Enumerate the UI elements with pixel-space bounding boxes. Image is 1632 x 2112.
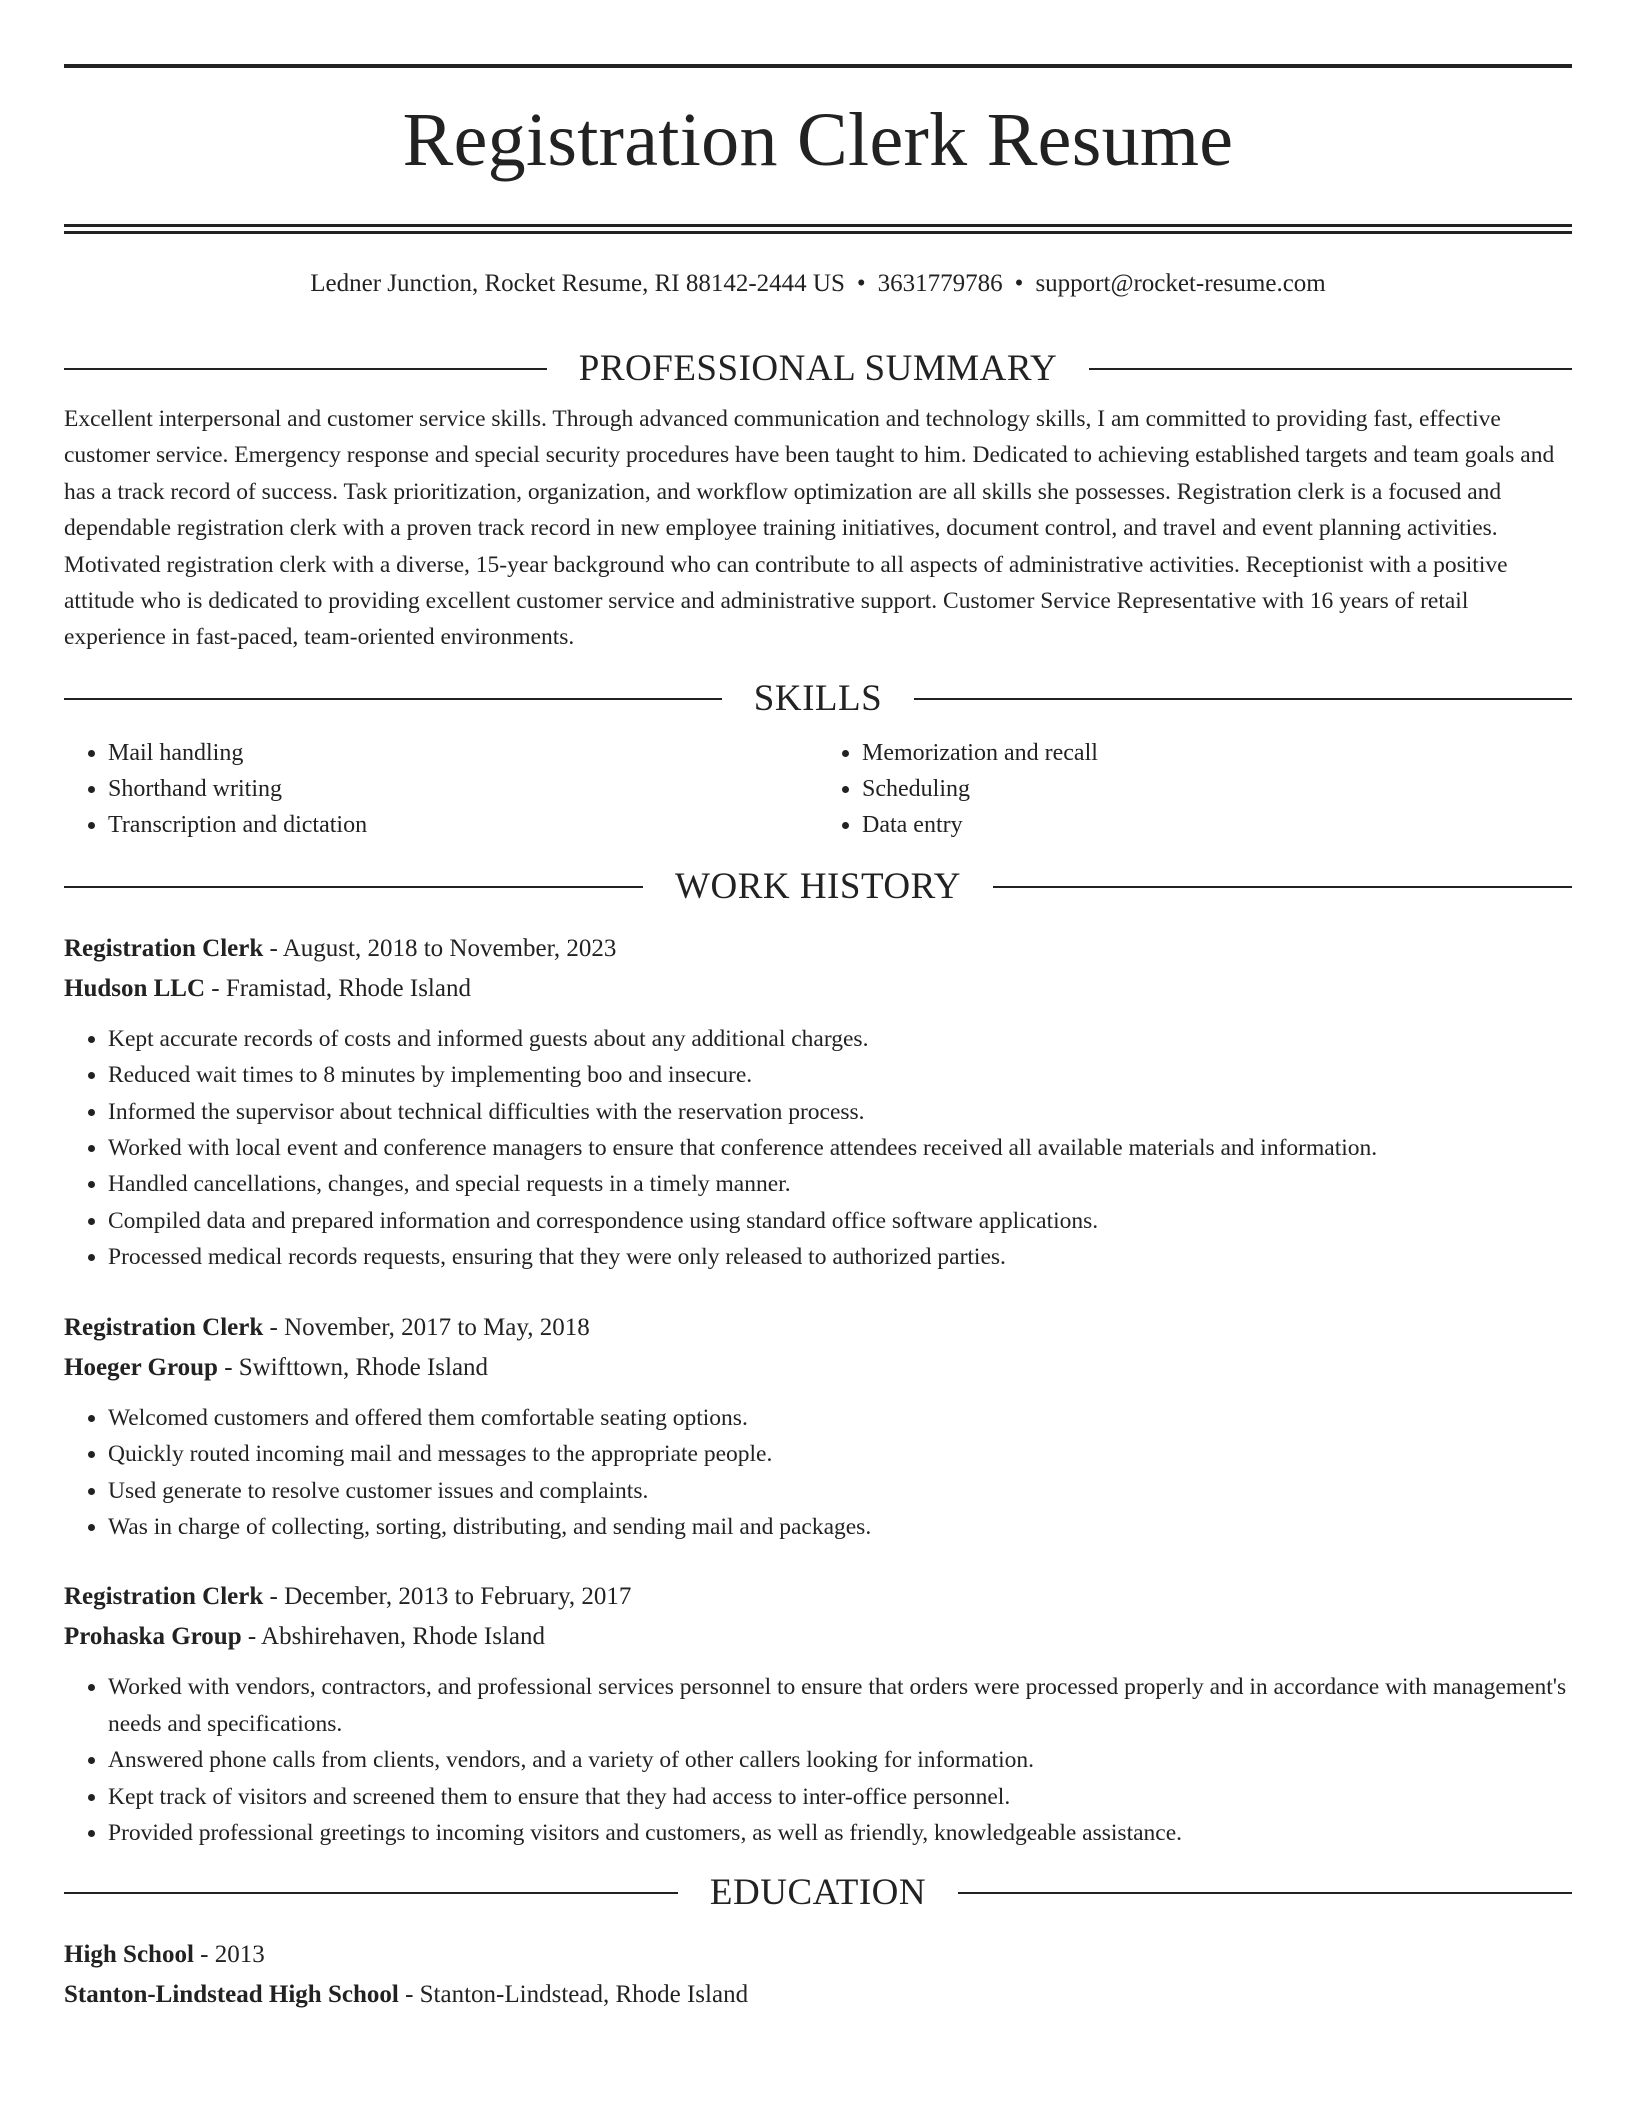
skill-item: • Scheduling bbox=[862, 771, 1572, 807]
contact-phone: 3631779786 bbox=[877, 270, 1003, 297]
resume-title: Registration Clerk Resume bbox=[402, 98, 1234, 182]
job-dates: - December, 2013 to February, 2017 bbox=[263, 1583, 632, 1611]
job-company: Hudson LLC bbox=[64, 974, 206, 1002]
education-degree-line bbox=[64, 1935, 1572, 1975]
job-bullet: • Was in charge of collecting, sorting, distributing, and sending mail and packages. bbox=[108, 1509, 1572, 1545]
heading-rule bbox=[64, 886, 643, 888]
work-heading-label: WORK HISTORY bbox=[675, 865, 961, 907]
contact-separator: • bbox=[1014, 270, 1024, 297]
title-double-rule bbox=[64, 224, 1572, 234]
job-dates: - August, 2018 to November, 2023 bbox=[263, 934, 617, 962]
job-bullet: • Informed the supervisor about technical difficulties with the reservation process. bbox=[108, 1094, 1572, 1130]
job-company-line bbox=[64, 969, 1572, 1009]
education-location: - Stanton-Lindstead, Rhode Island bbox=[398, 1981, 749, 2009]
skill-item: • Shorthand writing bbox=[108, 771, 818, 807]
skills-list bbox=[64, 735, 1572, 843]
job-title: Registration Clerk bbox=[64, 1583, 264, 1611]
job-company: Prohaska Group bbox=[64, 1623, 242, 1651]
job-entry bbox=[64, 1577, 1572, 1851]
education-year: - 2013 bbox=[193, 1941, 265, 1969]
job-title: Registration Clerk bbox=[64, 934, 264, 962]
skills-column-right bbox=[818, 735, 1572, 843]
skill-item: • Memorization and recall bbox=[862, 735, 1572, 771]
heading-rule bbox=[64, 368, 547, 370]
heading-rule bbox=[64, 698, 722, 700]
job-bullet: • Welcomed customers and offered them comfortable seating options. bbox=[108, 1400, 1572, 1436]
summary-heading-label: PROFESSIONAL SUMMARY bbox=[578, 348, 1058, 389]
work-heading bbox=[64, 867, 1572, 907]
job-entry bbox=[64, 1308, 1572, 1546]
job-company: Hoeger Group bbox=[64, 1353, 218, 1381]
heading-rule bbox=[64, 1892, 678, 1894]
job-company-line bbox=[64, 1617, 1572, 1657]
education-heading bbox=[64, 1873, 1572, 1913]
skill-item: • Data entry bbox=[862, 807, 1572, 843]
job-bullet: • Processed medical records requests, ensuring that they were only released to authorized parties. bbox=[108, 1239, 1572, 1275]
job-company-line bbox=[64, 1348, 1572, 1388]
job-bullet: • Used generate to resolve customer issues and complaints. bbox=[108, 1473, 1572, 1509]
job-bullet: • Worked with local event and conference managers to ensure that conference attendees received all available materials and information. bbox=[108, 1130, 1572, 1166]
job-bullets bbox=[64, 1021, 1572, 1276]
job-bullet: • Compiled data and prepared information and correspondence using standard office software applications. bbox=[108, 1203, 1572, 1239]
heading-rule bbox=[993, 886, 1572, 888]
skills-heading-label: SKILLS bbox=[753, 677, 883, 719]
skills-heading bbox=[64, 679, 1572, 719]
contact-separator: • bbox=[856, 270, 866, 297]
education-heading-label: EDUCATION bbox=[709, 1872, 927, 1914]
job-bullet: • Reduced wait times to 8 minutes by implementing boo and insecure. bbox=[108, 1057, 1572, 1093]
summary-heading bbox=[64, 349, 1572, 389]
skill-item: • Transcription and dictation bbox=[108, 807, 818, 843]
job-location: - Swifttown, Rhode Island bbox=[217, 1353, 489, 1381]
job-title-line bbox=[64, 929, 1572, 969]
contact-address: Ledner Junction, Rocket Resume, RI 88142-2444 US bbox=[310, 270, 845, 297]
job-entry bbox=[64, 929, 1572, 1276]
contact-email: support@rocket-resume.com bbox=[1035, 270, 1326, 297]
contact-line bbox=[64, 269, 1572, 299]
summary-text: Excellent interpersonal and customer service skills. Through advanced communication and technology skills, I am committed to providing fast, effective customer service. Emergency response and special security procedures have been taught to him. Dedicated to achieving established targets and team goals and has a track record of success. Task prioritization, organization, and workflow optimization are all skills she possesses. Registration clerk is a focused and dependable registration clerk with a proven track record in new employee training initiatives, document control, and travel and event planning activities. Motivated registration clerk with a diverse, 15-year background who can contribute to all aspects of administrative activities. Receptionist with a positive attitude who is dedicated to providing excellent customer service and administrative support. Customer Service Representative with 16 years of retail experience in fast-paced, team-oriented environments. bbox=[64, 406, 1555, 651]
skills-column-left bbox=[64, 735, 818, 843]
skill-item: • Mail handling bbox=[108, 735, 818, 771]
job-title: Registration Clerk bbox=[64, 1313, 264, 1341]
education-degree: High School bbox=[64, 1941, 194, 1969]
job-title-line bbox=[64, 1577, 1572, 1617]
job-bullets bbox=[64, 1669, 1572, 1851]
heading-rule bbox=[914, 698, 1572, 700]
job-bullet: • Quickly routed incoming mail and messages to the appropriate people. bbox=[108, 1436, 1572, 1472]
job-bullet: • Worked with vendors, contractors, and professional services personnel to ensure that orders were processed properly and in accordance with management's needs and specifications. bbox=[108, 1669, 1572, 1742]
heading-rule bbox=[958, 1892, 1572, 1894]
job-bullet: • Provided professional greetings to incoming visitors and customers, as well as friendly, knowledgeable assistance. bbox=[108, 1815, 1572, 1851]
job-bullet: • Kept track of visitors and screened them to ensure that they had access to inter-office personnel. bbox=[108, 1779, 1572, 1815]
job-dates: - November, 2017 to May, 2018 bbox=[263, 1313, 590, 1341]
job-bullet: • Kept accurate records of costs and informed guests about any additional charges. bbox=[108, 1021, 1572, 1057]
resume-page bbox=[64, 64, 1572, 2015]
heading-rule bbox=[1089, 368, 1572, 370]
job-bullet: • Answered phone calls from clients, vendors, and a variety of other callers looking for information. bbox=[108, 1742, 1572, 1778]
job-title-line bbox=[64, 1308, 1572, 1348]
job-bullet: • Handled cancellations, changes, and special requests in a timely manner. bbox=[108, 1166, 1572, 1202]
job-location: - Abshirehaven, Rhode Island bbox=[241, 1623, 546, 1651]
education-entry bbox=[64, 1935, 1572, 2015]
job-bullets bbox=[64, 1400, 1572, 1546]
education-school-line bbox=[64, 1975, 1572, 2015]
education-school: Stanton-Lindstead High School bbox=[64, 1981, 399, 2009]
job-location: - Framistad, Rhode Island bbox=[205, 974, 471, 1002]
